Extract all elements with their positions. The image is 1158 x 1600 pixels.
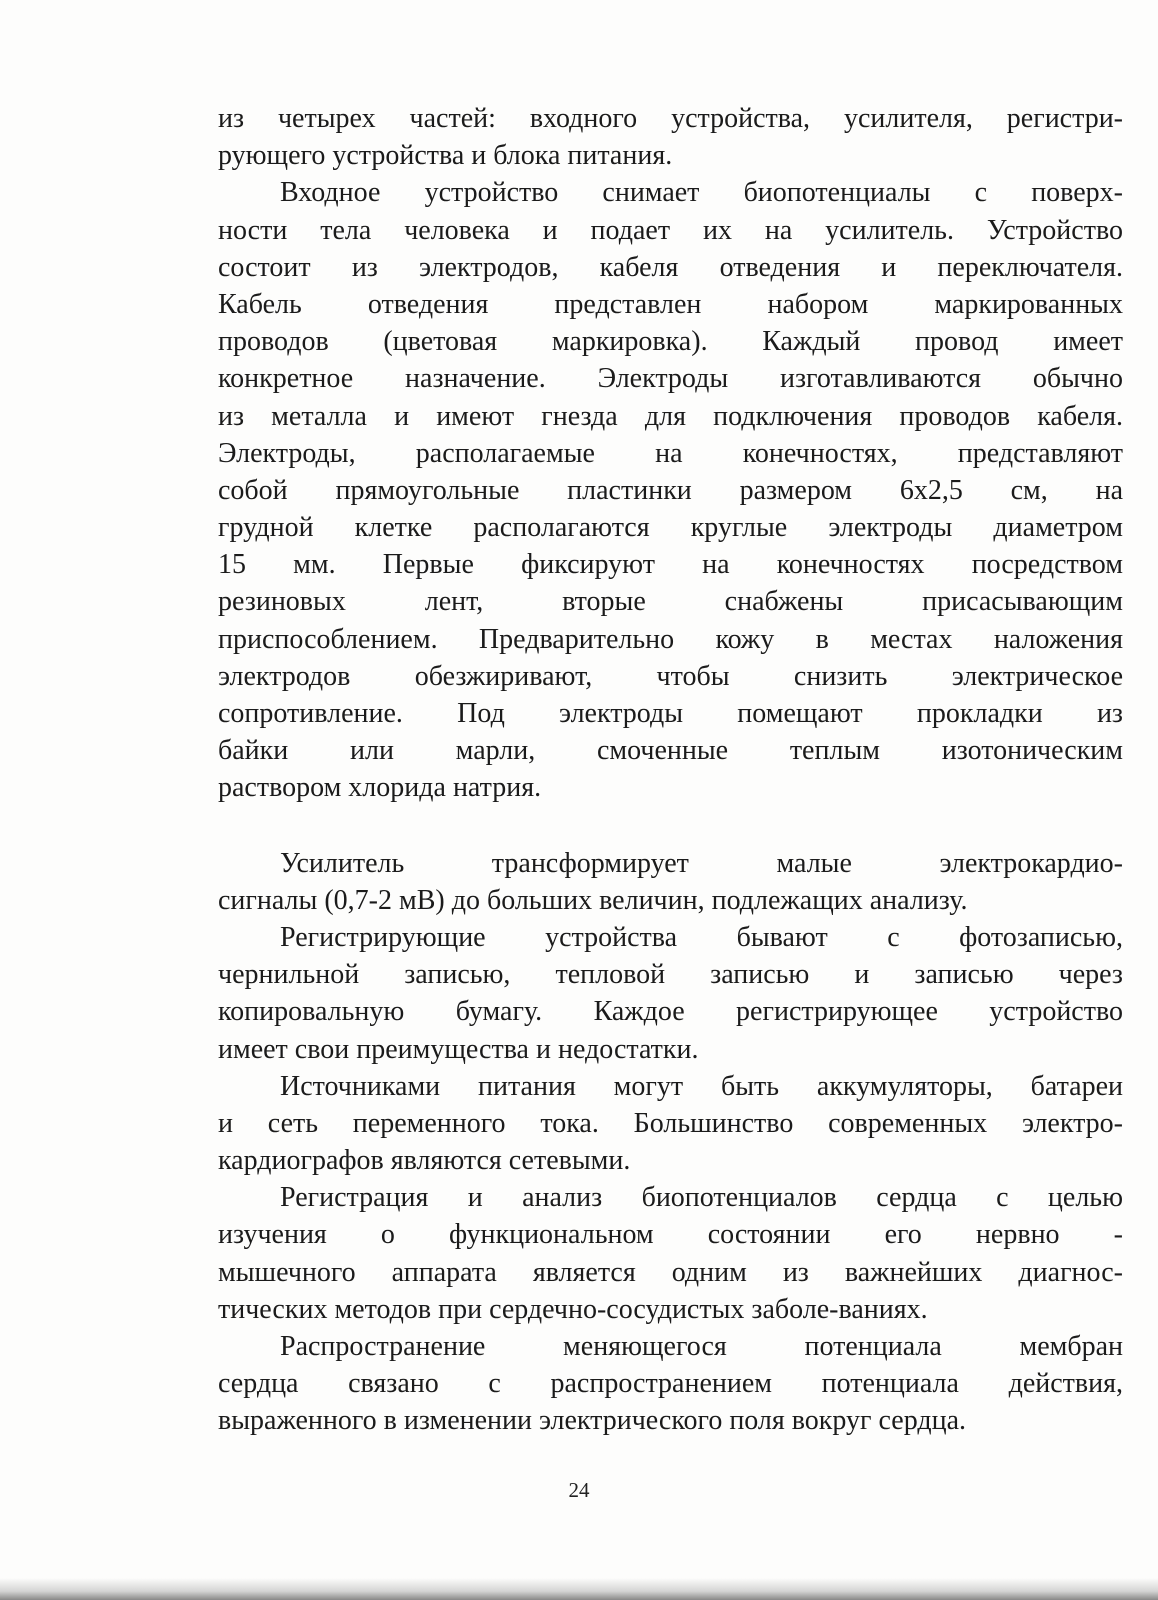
- text-line: кардиографов являются сетевыми.: [218, 1145, 631, 1177]
- text-line: из четырех частей: входного устройства, усилителя, регистри-: [218, 103, 1123, 134]
- text-line: изучения о функциональном состоянии его нервно -: [218, 1219, 1123, 1251]
- page-number: 24: [568, 1478, 590, 1502]
- text-line: собой прямоугольные пластинки размером 6х2,5 см, на: [218, 474, 1123, 506]
- paragraph: [218, 174, 1123, 806]
- paragraph: [218, 1328, 1123, 1440]
- text-line: проводов (цветовая маркировка). Каждый провод имеет: [218, 326, 1123, 358]
- text-line: Электроды, располагаемые на конечностях, представляют: [218, 437, 1123, 469]
- text-line: сердца связано с распространением потенциала действия,: [218, 1368, 1123, 1400]
- text-line: сопротивление. Под электроды помещают прокладки из: [218, 698, 1123, 729]
- text-line: ности тела человека и подает их на усилитель. Устройство: [218, 214, 1123, 246]
- text-line: Регистрирующие устройства бывают с фотозаписью,: [280, 921, 1123, 953]
- paragraph: [218, 919, 1123, 1068]
- paragraph: [218, 100, 1123, 174]
- page-text: [218, 100, 1123, 1440]
- text-line: сигналы (0,7-2 мВ) до больших величин, подлежащих анализу.: [218, 884, 968, 916]
- text-line: мышечного аппарата является одним из важнейших диагнос-: [218, 1256, 1123, 1288]
- text-line: копировальную бумагу. Каждое регистрирующее устройство: [218, 996, 1123, 1028]
- text-line: состоит из электродов, кабеля отведения и переключателя.: [218, 251, 1123, 283]
- text-line: резиновых лент, вторые снабжены присасывающим: [218, 586, 1123, 618]
- text-line: Усилитель трансформирует малые электрокардио-: [280, 847, 1123, 879]
- paragraph: [218, 1179, 1123, 1328]
- text-line: чернильной записью, тепловой записью и записью через: [218, 959, 1123, 991]
- paragraph-gap: [218, 807, 1123, 845]
- text-line: электродов обезжиривают, чтобы снизить электрическое: [218, 660, 1123, 692]
- text-line: грудной клетке располагаются круглые электроды диаметром: [218, 512, 1123, 544]
- text-line: Источниками питания могут быть аккумуляторы, батареи: [280, 1070, 1123, 1102]
- text-line: имеет свои преимущества и недостатки.: [218, 1033, 699, 1065]
- page-bottom-edge: [0, 1578, 1158, 1600]
- text-line: из металла и имеют гнезда для подключения проводов кабеля.: [218, 400, 1123, 432]
- text-line: конкретное назначение. Электроды изготавливаются обычно: [218, 363, 1123, 395]
- text-line: и сеть переменного тока. Большинство современных электро-: [218, 1107, 1123, 1139]
- text-line: байки или марли, смоченные теплым изотоническим: [218, 735, 1123, 767]
- text-line: раствором хлорида натрия.: [218, 772, 542, 804]
- text-line: Распространение меняющегося потенциала мембран: [280, 1331, 1123, 1362]
- text-line: Входное устройство снимает биопотенциалы с поверх-: [280, 177, 1123, 209]
- text-line: 15 мм. Первые фиксируют на конечностях посредством: [218, 549, 1123, 581]
- paragraph: [218, 845, 1123, 919]
- text-line: Кабель отведения представлен набором маркированных: [218, 288, 1123, 320]
- paragraph: [218, 1068, 1123, 1180]
- text-line: тических методов при сердечно-сосудистых заболе-ваниях.: [218, 1293, 928, 1325]
- text-line: Регистрация и анализ биопотенциалов сердца с целью: [280, 1182, 1123, 1214]
- text-line: приспособлением. Предварительно кожу в местах наложения: [218, 623, 1123, 655]
- text-line: рующего устройства и блока питания.: [218, 140, 673, 172]
- text-line: выраженного в изменении электрического поля вокруг сердца.: [218, 1405, 967, 1437]
